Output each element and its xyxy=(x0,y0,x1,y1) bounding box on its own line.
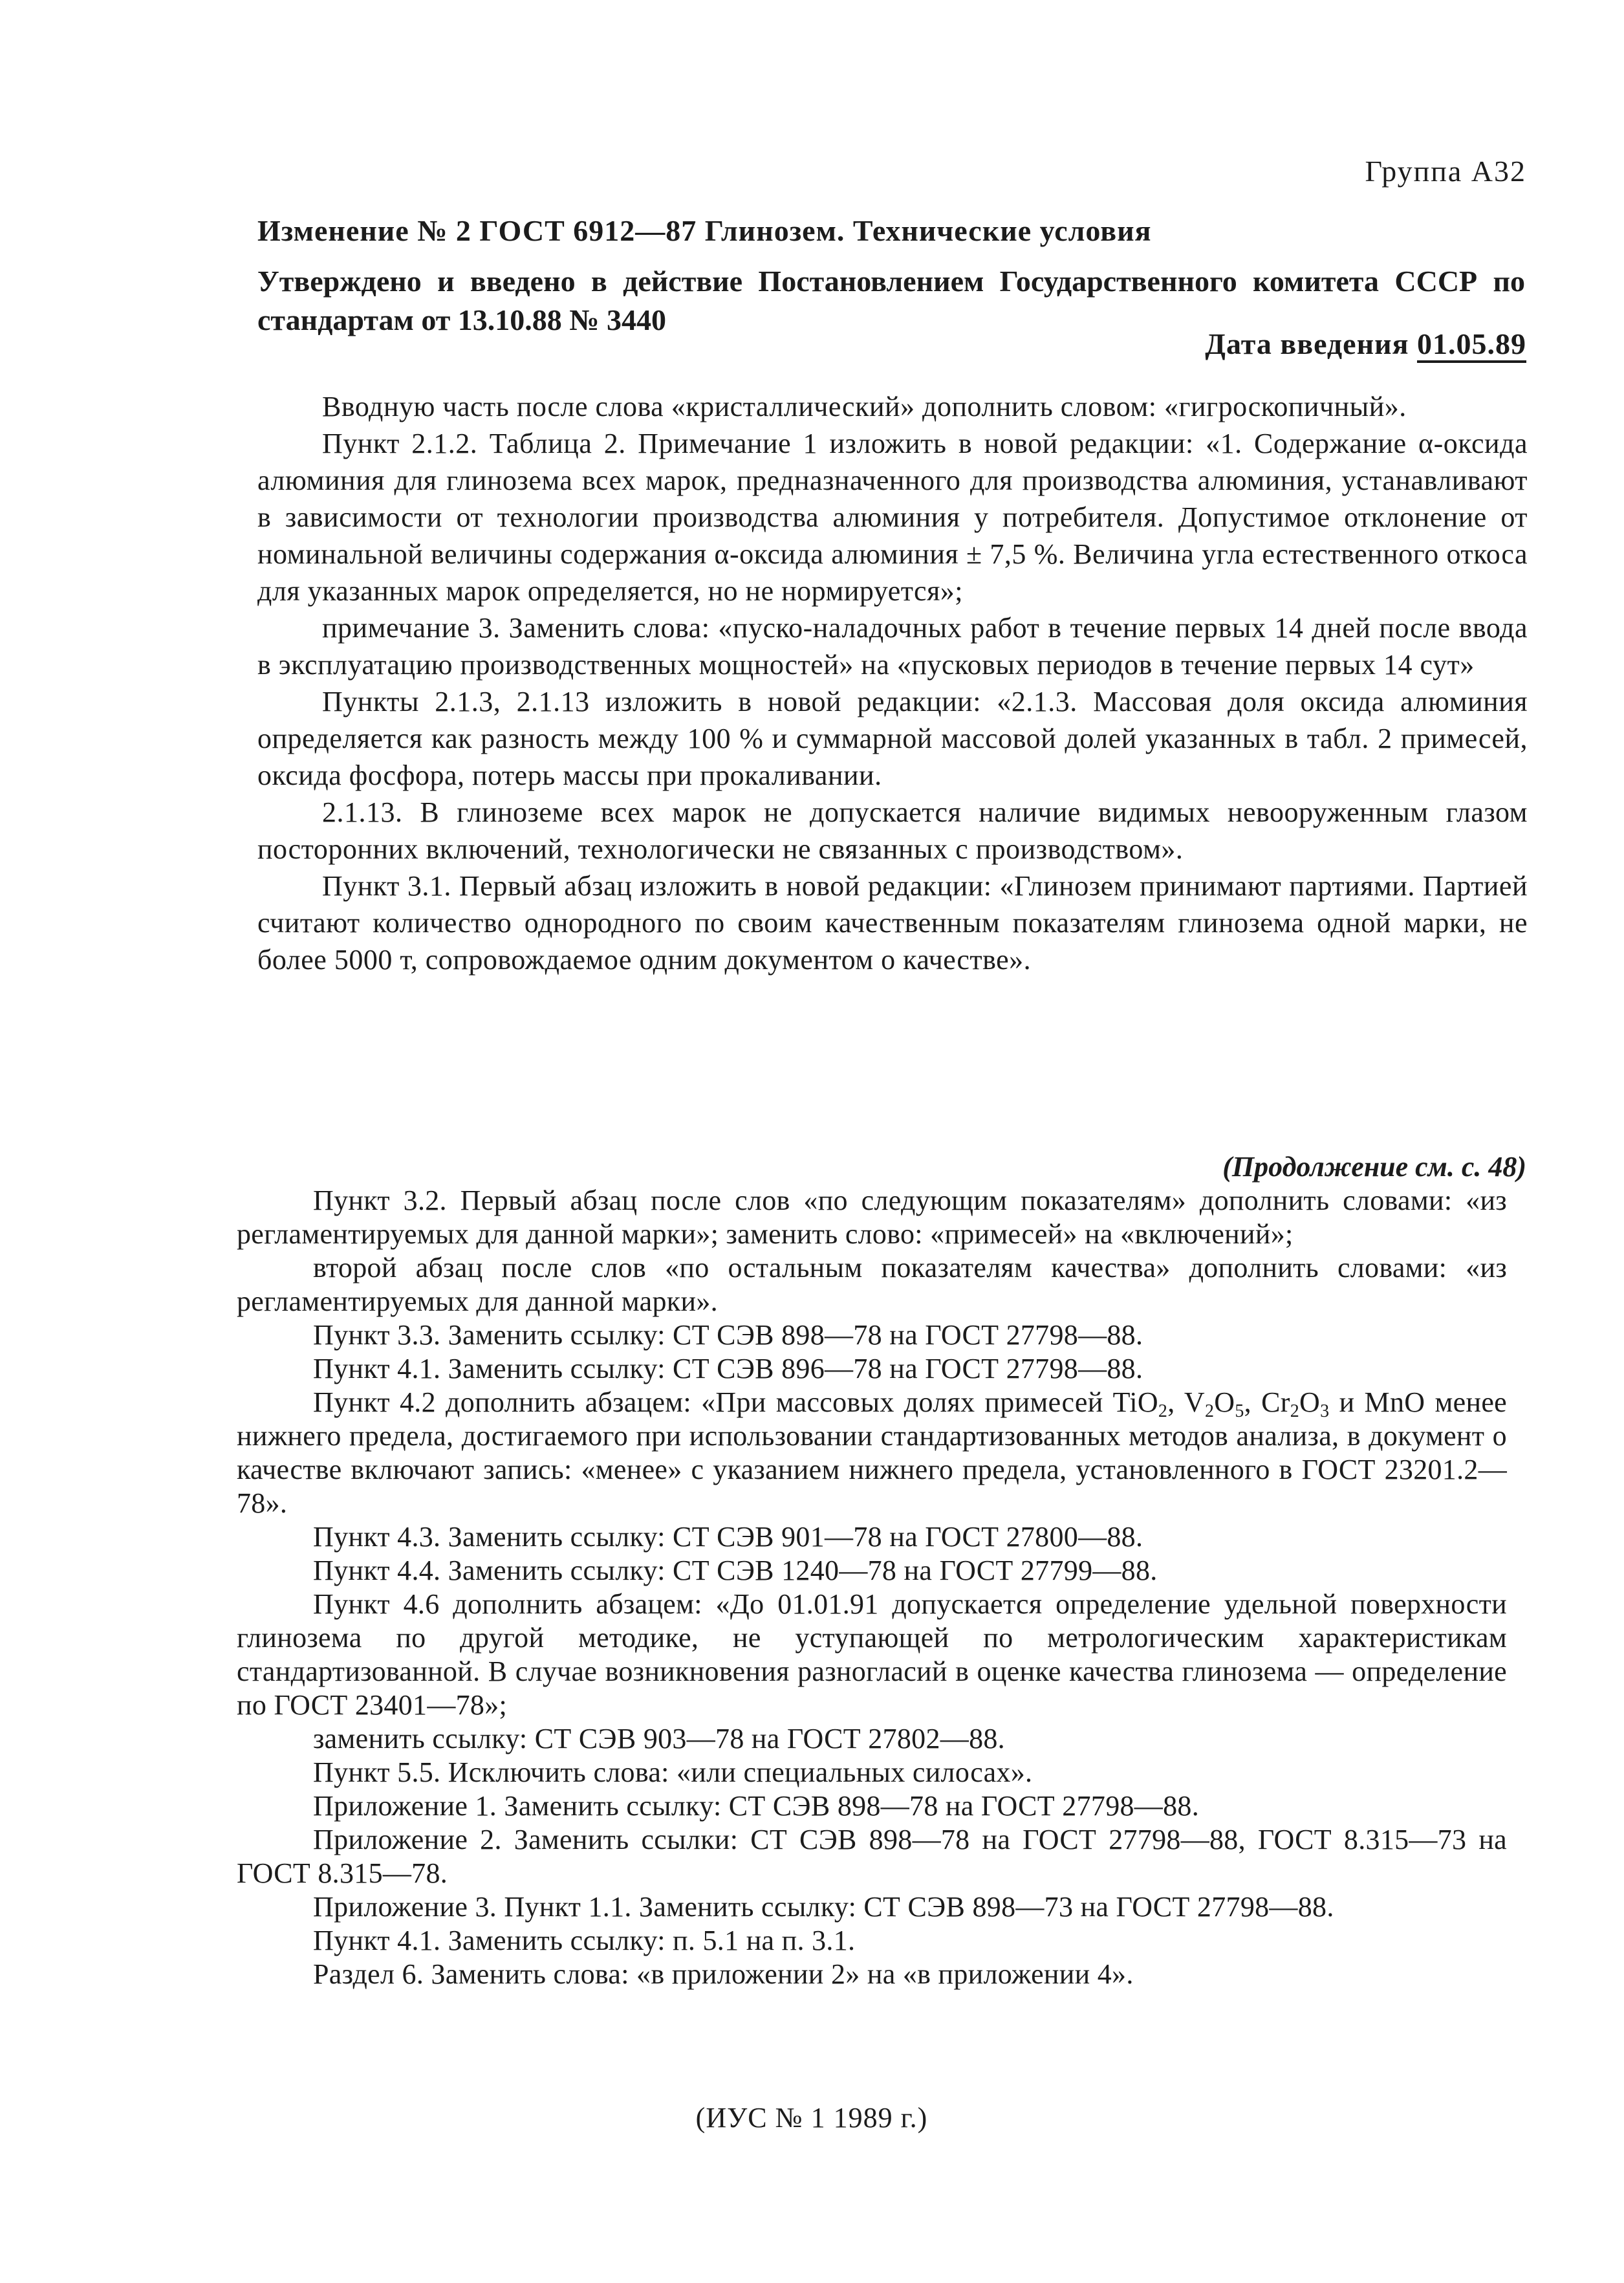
document-title: Изменение № 2 ГОСТ 6912—87 Глинозем. Технические условия xyxy=(257,214,1152,247)
paragraph: примечание 3. Заменить слова: «пуско-наладочных работ в течение первых 14 дней после ввода в эксплуатацию производственных мощностей» на «пусковых периодов в течение первых 14 сут» xyxy=(257,612,1528,681)
paragraph: Пункты 2.1.3, 2.1.13 изложить в новой редакции: «2.1.3. Массовая доля оксида алюминия определяется как разность между 100 % и суммарной массовой долей указанных в табл. 2 примесей, оксида фосфора, потерь массы при прокаливании. xyxy=(257,686,1528,791)
effective-date xyxy=(970,327,1526,361)
paragraph: Вводную часть после слова «кристаллический» дополнить словом: «гигроскопичный». xyxy=(322,391,1407,422)
effective-date-label: Дата введения xyxy=(1205,327,1409,360)
paragraph: второй абзац после слов «по остальным показателям качества» дополнить словами: «из регламентируемых для данной марки». xyxy=(237,1252,1507,1317)
paragraph: Пункт 4.1. Заменить ссылку: п. 5.1 на п. 3.1. xyxy=(313,1925,856,1956)
paragraph: Пункт 3.2. Первый абзац после слов «по следующим показателям» дополнить словами: «из регламентируемых для данной марки»; заменить слово: «примесей» на «включений»; xyxy=(237,1185,1507,1250)
paragraph: 2.1.13. В глиноземе всех марок не допускается наличие видимых невооруженным глазом посторонних включений, технологически не связанных с производством». xyxy=(257,796,1528,865)
amendments-page-one xyxy=(257,388,1528,978)
amendments-page-two xyxy=(237,1184,1507,1991)
paragraph: Пункт 3.1. Первый абзац изложить в новой редакции: «Глинозем принимают партиями. Партией считают количество однородного по своим качественным показателям глинозема одной марки, не более 5000 т, сопровождаемое одним документом о качестве». xyxy=(257,870,1528,976)
paragraph: Пункт 2.1.2. Таблица 2. Примечание 1 изложить в новой редакции: «1. Содержание α-оксида алюминия для глинозема всех марок, предназначенного для производства алюминия, устанавливают в зависимости от технологии производства алюминия у потребителя. Допустимое отклонение от номинальной величины содержания α-оксида алюминия ± 7,5 %. Величина угла естественного откоса для указанных марок определяется, но не нормируется»; xyxy=(257,428,1528,607)
paragraph: Пункт 4.1. Заменить ссылку: СТ СЭВ 896—78 на ГОСТ 27798—88. xyxy=(313,1353,1143,1384)
paragraph-with-formulas: Пункт 4.2 дополнить абзацем: «При массовых долях примесей TiO$_2$, $V_2O_5$, $Cr_2O_3$ и MnO менее нижнего предела, достигаемого при использовании стандартизованных методов анализа, в документ о качестве включают запись: «менее» с указанием нижнего предела, установленного в ГОСТ 23201.2—78». xyxy=(237,1386,1507,1519)
source-reference: (ИУС № 1 1989 г.) xyxy=(695,2102,928,2134)
paragraph: Пункт 4.3. Заменить ссылку: СТ СЭВ 901—78 на ГОСТ 27800—88. xyxy=(313,1521,1143,1553)
paragraph: Пункт 4.6 дополнить абзацем: «До 01.01.91 допускается определение удельной поверхности глинозема по другой методике, не уступающей по метрологическим характеристикам стандартизованной. В случае возникновения разногласий в оценке качества глинозема — определение по ГОСТ 23401—78»; xyxy=(237,1588,1507,1721)
paragraph: Приложение 1. Заменить ссылку: СТ СЭВ 898—78 на ГОСТ 27798—88. xyxy=(313,1790,1199,1822)
paragraph: Приложение 2. Заменить ссылки: СТ СЭВ 898—78 на ГОСТ 27798—88, ГОСТ 8.315—73 на ГОСТ 8.315—78. xyxy=(237,1824,1507,1889)
paragraph: Приложение 3. Пункт 1.1. Заменить ссылку: СТ СЭВ 898—73 на ГОСТ 27798—88. xyxy=(313,1891,1334,1923)
effective-date-value: 01.05.89 xyxy=(1417,327,1526,363)
approval-statement: Утверждено и введено в действие Постановлением Государственного комитета СССР по стандартам от 13.10.88 № 3440 xyxy=(257,265,1525,336)
paragraph: Пункт 4.4. Заменить ссылку: СТ СЭВ 1240—78 на ГОСТ 27799—88. xyxy=(313,1555,1158,1586)
group-code: Группа А32 xyxy=(1365,155,1526,188)
paragraph: Пункт 5.5. Исключить слова: «или специальных силосах». xyxy=(313,1756,1033,1788)
paragraph: заменить ссылку: СТ СЭВ 903—78 на ГОСТ 27802—88. xyxy=(313,1723,1005,1754)
continuation-note: (Продолжение см. с. 48) xyxy=(1222,1151,1526,1183)
paragraph: Раздел 6. Заменить слова: «в приложении 2» на «в приложении 4». xyxy=(313,1958,1134,1990)
paragraph: Пункт 3.3. Заменить ссылку: СТ СЭВ 898—78 на ГОСТ 27798—88. xyxy=(313,1319,1143,1351)
